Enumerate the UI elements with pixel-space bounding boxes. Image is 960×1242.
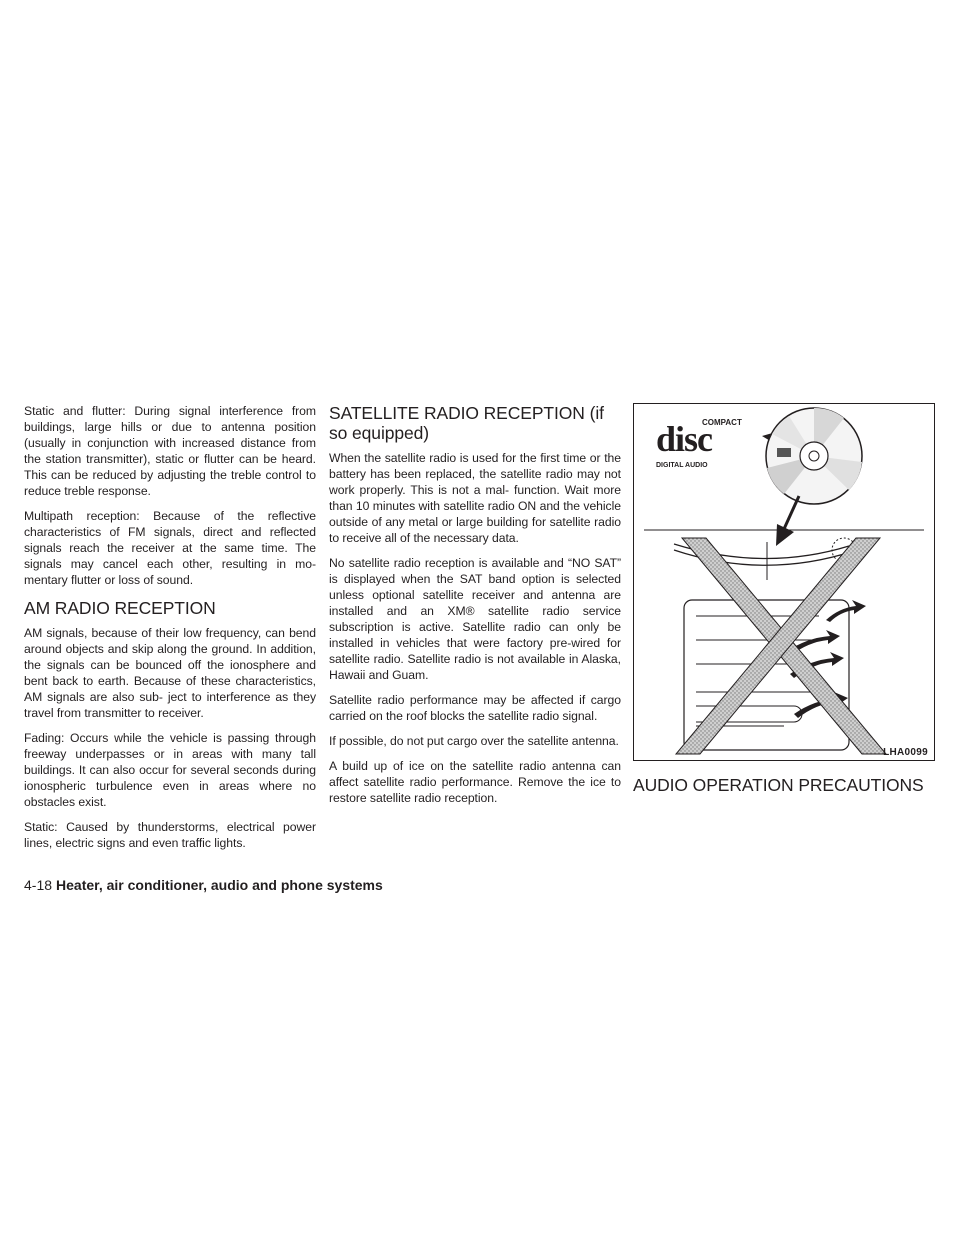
paragraph-fading: Fading: Occurs while the vehicle is passing through freeway underpasses or in areas with many tall buildings. It can also occur for several seconds during ionospheric turbulence even in areas where no obstacles exist. xyxy=(24,731,316,809)
cd-disc-icon xyxy=(766,408,862,504)
compact-disc-logo xyxy=(656,416,754,469)
heading-am-radio: AM RADIO RECEPTION xyxy=(24,598,216,618)
logo-digital-audio-text: DIGITAL AUDIO xyxy=(656,462,708,469)
cd-precaution-figure xyxy=(633,403,935,761)
heading-audio-precautions: AUDIO OPERATION PRECAUTIONS xyxy=(633,775,924,795)
paragraph-satellite-first-use: When the satellite radio is used for the first time or the battery has been replaced, the satellite radio may not work properly. This is not a mal- function. Wait more than 10 minutes with satellite radio ON and the vehicle outside of any metal or large building for satellite radio to receive all of the necessary data. xyxy=(329,451,621,545)
page-number: 4-18 xyxy=(24,877,53,893)
logo-disc-text: disc xyxy=(656,419,713,459)
column-left xyxy=(24,403,316,860)
heading-satellite-radio: SATELLITE RADIO RECEPTION (if so equipped) xyxy=(329,403,604,443)
paragraph-static-flutter: Static and flutter: During signal interference from buildings, large hills or due to antenna position (usually in conjunction with increased distance from the station transmitter), static or flutter can be heard. This can be reduced by adjusting the treble control to reduce treble response. xyxy=(24,404,316,498)
paragraph-cargo: Satellite radio performance may be affected if cargo carried on the roof blocks the satellite radio signal. xyxy=(329,693,621,723)
paragraph-static: Static: Caused by thunderstorms, electrical power lines, electric signs and even traffic lights. xyxy=(24,820,316,850)
paragraph-am-signals: AM signals, because of their low frequency, can bend around objects and skip along the ground. In addition, the signals can be bounced off the ionosphere and bent back to earth. Because of these characteristics, AM signals are also sub- ject to interference as they travel from transmitter to receiver. xyxy=(24,626,316,720)
insert-arrow-icon xyxy=(776,496,799,546)
column-middle xyxy=(329,403,621,815)
paragraph-multipath: Multipath reception: Because of the reflective characteristics of FM signals, direct and reflected signals reach the receiver at the same time. The signals may cancel each other, resulting in mo- mentary flutter or loss of sound. xyxy=(24,509,316,587)
logo-compact-text: COMPACT xyxy=(702,418,742,427)
chapter-title: Heater, air conditioner, audio and phone systems xyxy=(56,877,383,893)
cd-illustration xyxy=(634,404,934,760)
figure-code: LHA0099 xyxy=(883,747,928,758)
column-right xyxy=(633,403,935,802)
page-footer xyxy=(24,877,383,893)
paragraph-ice: A build up of ice on the satellite radio antenna can affect satellite radio performance. Remove the ice to restore satellite radio reception. xyxy=(329,759,621,805)
paragraph-no-sat: No satellite radio reception is available and “NO SAT” is displayed when the SAT band option is selected unless optional satellite receiver and antenna are installed and an XM® satellite radio service subscription is active. Satellite radio can only be installed in vehicles that were factory pre-wired for satellite radio. Satellite radio is not available in Alaska, Hawaii and Guam. xyxy=(329,556,621,682)
paragraph-cargo-antenna: If possible, do not put cargo over the satellite antenna. xyxy=(329,734,619,748)
